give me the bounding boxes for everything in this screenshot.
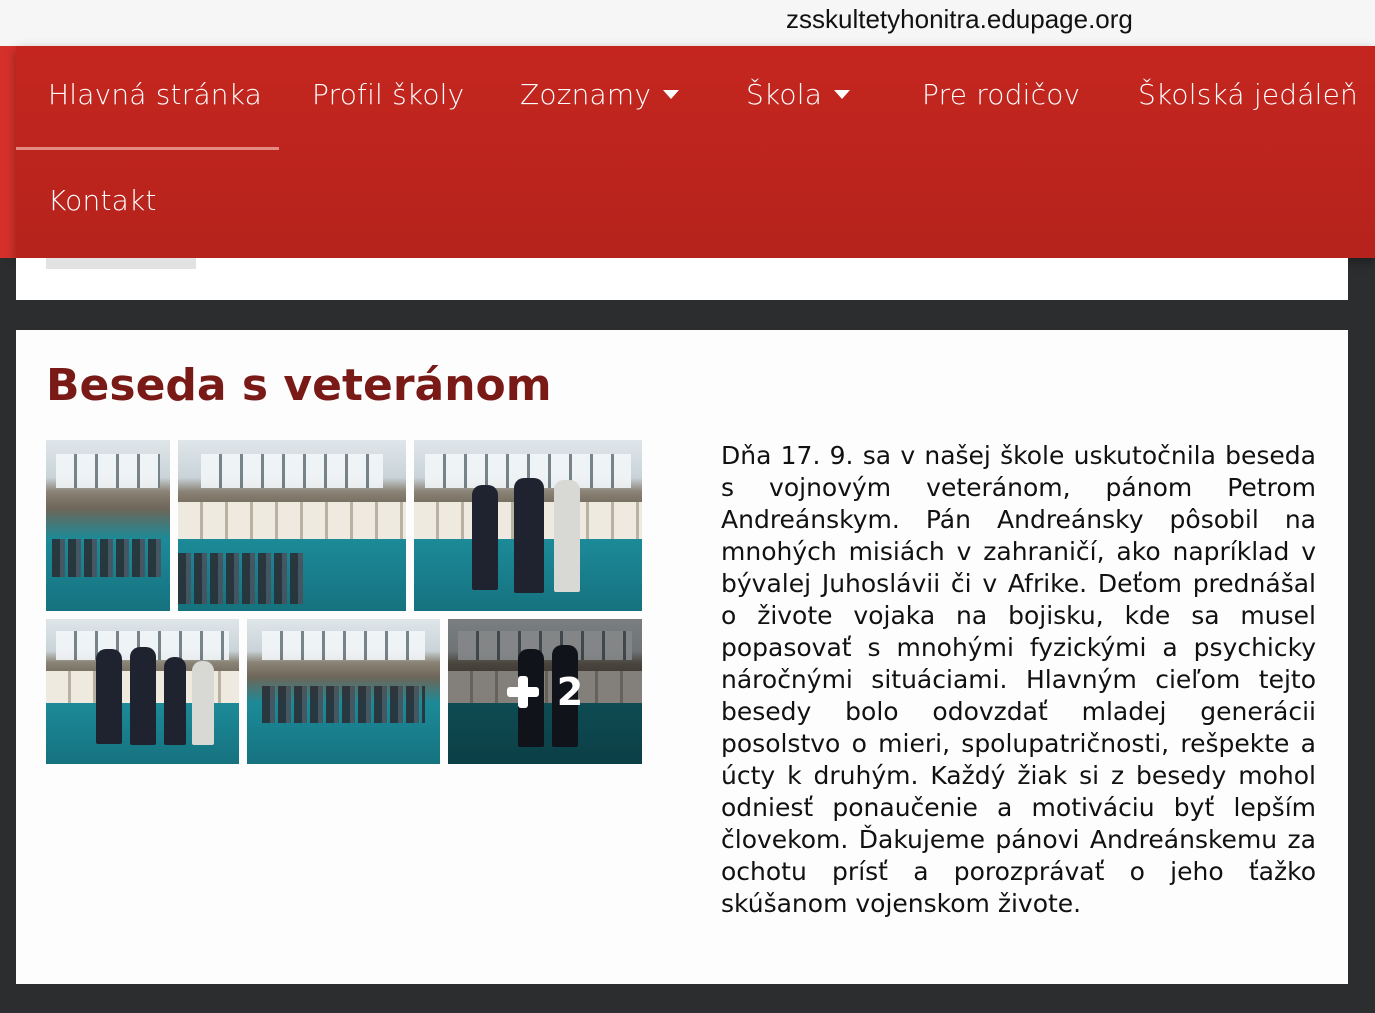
url-text: zsskultetyhonitra.edupage.org	[786, 4, 1133, 34]
main-navigation	[16, 46, 1375, 258]
nav-item-label: Školská jedáleň	[1138, 78, 1358, 111]
gallery-more-count: 2	[556, 669, 584, 714]
nav-item-label: Pre rodičov	[922, 78, 1081, 111]
nav-edge-accent	[0, 46, 16, 258]
gallery-photo[interactable]	[46, 440, 170, 611]
plus-icon	[507, 676, 539, 708]
caret-down-icon	[663, 90, 679, 99]
caret-down-icon	[834, 90, 850, 99]
nav-item-label: Zoznamy	[520, 78, 652, 111]
nav-item-label: Profil školy	[312, 78, 465, 111]
nav-item-label: Hlavná stránka	[48, 78, 263, 111]
nav-item-parents[interactable]	[922, 78, 1080, 111]
nav-item-school[interactable]	[746, 78, 850, 111]
browser-url-bar[interactable]	[0, 0, 1375, 46]
gallery-more-overlay[interactable]	[448, 619, 642, 764]
nav-item-home[interactable]	[48, 78, 262, 111]
article-title[interactable]: Beseda s veteránom	[46, 360, 552, 411]
nav-item-canteen[interactable]	[1138, 78, 1358, 111]
nav-item-label: Kontakt	[48, 184, 157, 217]
nav-item-profile[interactable]	[312, 78, 464, 111]
article-card	[16, 330, 1348, 984]
article-body: Dňa 17. 9. sa v našej škole uskutočnila beseda s vojnovým veteránom, pánom Petrom Andreánskym. Pán Andreánsky pôsobil na mnohých misiách v zahraničí, ako napríklad v bývalej Juhoslávii či v Afrike. Deťom prednášal o živote vojaka na bojisku, kde sa musel popasovať s mnohými fyzickými a psychicky náročnými situáciami. Hlavným cieľom tejto besedy bolo odovzdať mladej generácii posolstvo o mieri, spolupatričnosti, rešpekte a úcty k druhým. Každý žiak si z besedy mohol odniesť ponaučenie a motiváciu byť lepším človekom. Ďakujeme pánovi Andreánskemu za ochotu prísť a porozprávať o jeho ťažko skúšanom vojenskom živote.	[721, 441, 1316, 918]
nav-active-indicator	[16, 147, 279, 150]
gallery-photo[interactable]	[178, 440, 406, 611]
nav-item-label: Škola	[746, 78, 823, 111]
previous-card-button[interactable]	[46, 258, 196, 269]
gallery-photo[interactable]	[414, 440, 642, 611]
nav-item-lists[interactable]	[520, 78, 679, 111]
gallery-photo[interactable]	[247, 619, 440, 764]
gallery-photo[interactable]	[46, 619, 239, 764]
nav-item-contact[interactable]	[48, 184, 157, 217]
previous-card	[16, 258, 1348, 300]
